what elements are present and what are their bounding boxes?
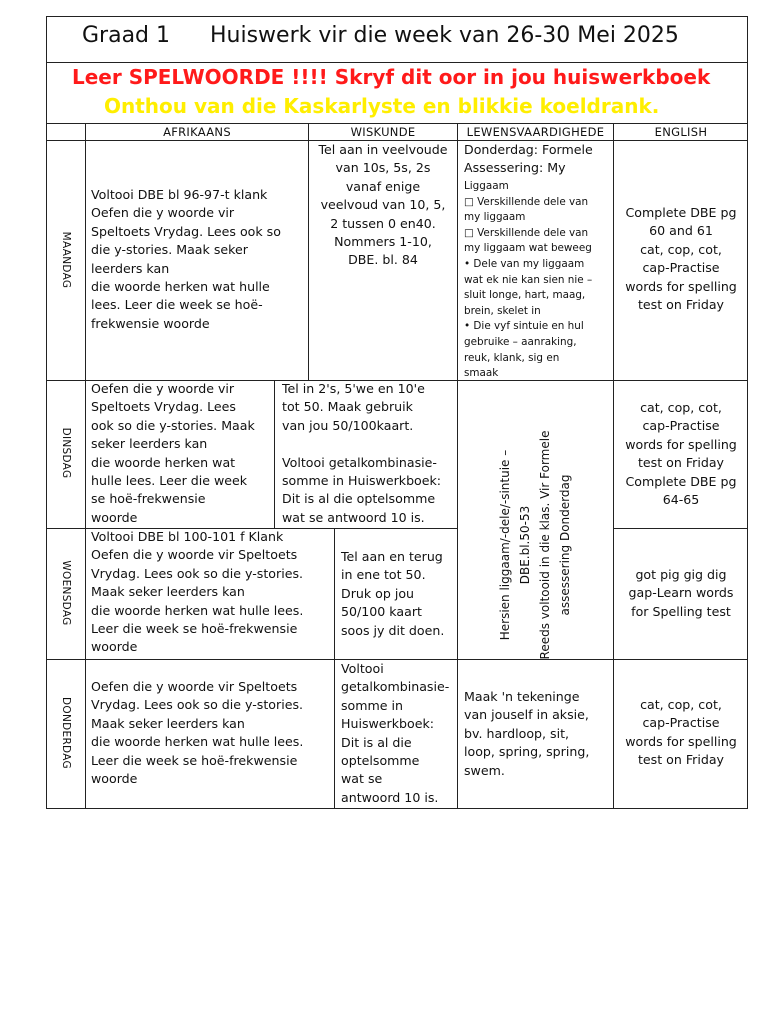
column-header-wiskunde: WISKUNDE	[350, 125, 416, 139]
donderdag-afrikaans: Oefen die y woorde vir Speltoets Vrydag. Lees ook so die y-stories. Maak seker leerders kan die woorde herken wat hulle lees. Leer die week se hoë-frekwensie woorde	[91, 679, 304, 787]
maandag-english: Complete DBE pg 60 and 61 cat, cop, cot, cap-Practise words for spelling test on Friday	[625, 205, 737, 313]
instruction-red: Leer SPELWOORDE !!!! Skryf dit oor in jou huiswerkboek	[72, 65, 711, 89]
maandag-wiskunde: Tel aan in veelvoude van 10s, 5s, 2s vanaf enige veelvoud van 10, 5, 2 tussen 0 en40. Nommers 1-10, DBE. bl. 84	[318, 142, 448, 268]
grade-label: Graad 1	[82, 23, 171, 48]
maandag-lewens-title: Donderdag: Formele Assessering: My	[464, 142, 593, 176]
day-label-donderdag: DONDERDAG	[60, 697, 72, 769]
dinsdag-wiskunde: Tel in 2's, 5'we en 10'e tot 50. Maak gebruik van jou 50/100kaart. Voltooi getalkombinasie- somme in Huiswerkboek: Dit is al die optelsomme wat se antwoord 10 is.	[282, 381, 442, 525]
maandag-afrikaans: Voltooi DBE bl 96-97-t klank Oefen die y woorde vir Speltoets Vrydag. Lees ook so die y-stories. Maak seker leerders kan die woorde herken wat hulle lees. Leer die week se hoë- frekwensie woorde	[91, 187, 281, 331]
lewens-merged-vertical-text: Hersien liggaam/-dele/-sintuie – DBE.bl.50-53 Reeds voltooid in die klas. Vir Formele assessering Donderdag	[498, 430, 572, 660]
dinsdag-afrikaans: Oefen die y woorde vir Speltoets Vrydag. Lees ook so die y-stories. Maak seker leerders kan die woorde herken wat hulle lees. Leer die week se hoë-frekwensie woorde	[91, 381, 255, 525]
column-header-lewensvaardighede: LEWENSVAARDIGHEDE	[466, 125, 605, 139]
donderdag-wiskunde: Voltooi getalkombinasie- somme in Huiswerkboek: Dit is al die optelsomme wat se antwoord 10 is.	[341, 661, 450, 805]
woensdag-wiskunde: Tel aan en terug in ene tot 50. Druk op jou 50/100 kaart soos jy dit doen.	[341, 549, 445, 638]
day-label-dinsdag: DINSDAG	[60, 427, 72, 479]
instruction-yellow: Onthou van die Kaskarlyste en blikkie koeldrank.	[104, 94, 660, 118]
page-title: Huiswerk vir die week van 26-30 Mei 2025	[210, 23, 679, 48]
dinsdag-english: cat, cop, cot, cap-Practise words for spelling test on Friday Complete DBE pg 64-65	[625, 400, 737, 508]
donderdag-english: cat, cop, cot, cap-Practise words for spelling test on Friday	[625, 697, 737, 768]
donderdag-lewens: Maak 'n tekeninge van jouself in aksie, bv. hardloop, sit, loop, spring, spring, swem.	[464, 689, 590, 778]
woensdag-english: got pig gig dig gap-Learn words for Spelling test	[628, 567, 734, 619]
column-header-afrikaans: AFRIKAANS	[163, 125, 231, 139]
day-label-woensdag: WOENSDAG	[60, 560, 72, 626]
divider	[85, 123, 86, 809]
divider	[334, 528, 335, 809]
column-header-english: ENGLISH	[654, 125, 708, 139]
woensdag-afrikaans: Voltooi DBE bl 100-101 f Klank Oefen die y woorde vir Speltoets Vrydag. Lees ook so die y-stories. Maak seker leerders kan die woorde herken wat hulle lees. Leer die week se hoë-frekwensie woorde	[91, 529, 304, 655]
day-label-maandag: MAANDAG	[60, 231, 72, 289]
divider	[274, 380, 275, 528]
divider	[613, 528, 748, 529]
maandag-lewens-body: Liggaam □ Verskillende dele van my liggaam □ Verskillende dele van my liggaam wat beweeg • Dele van my liggaam wat ek nie kan sien nie – sluit longe, hart, maag, brein, skelet in • Die vyf sintuie en hul gebruike – aanraking, reuk, klank, sig en smaak	[464, 180, 593, 380]
